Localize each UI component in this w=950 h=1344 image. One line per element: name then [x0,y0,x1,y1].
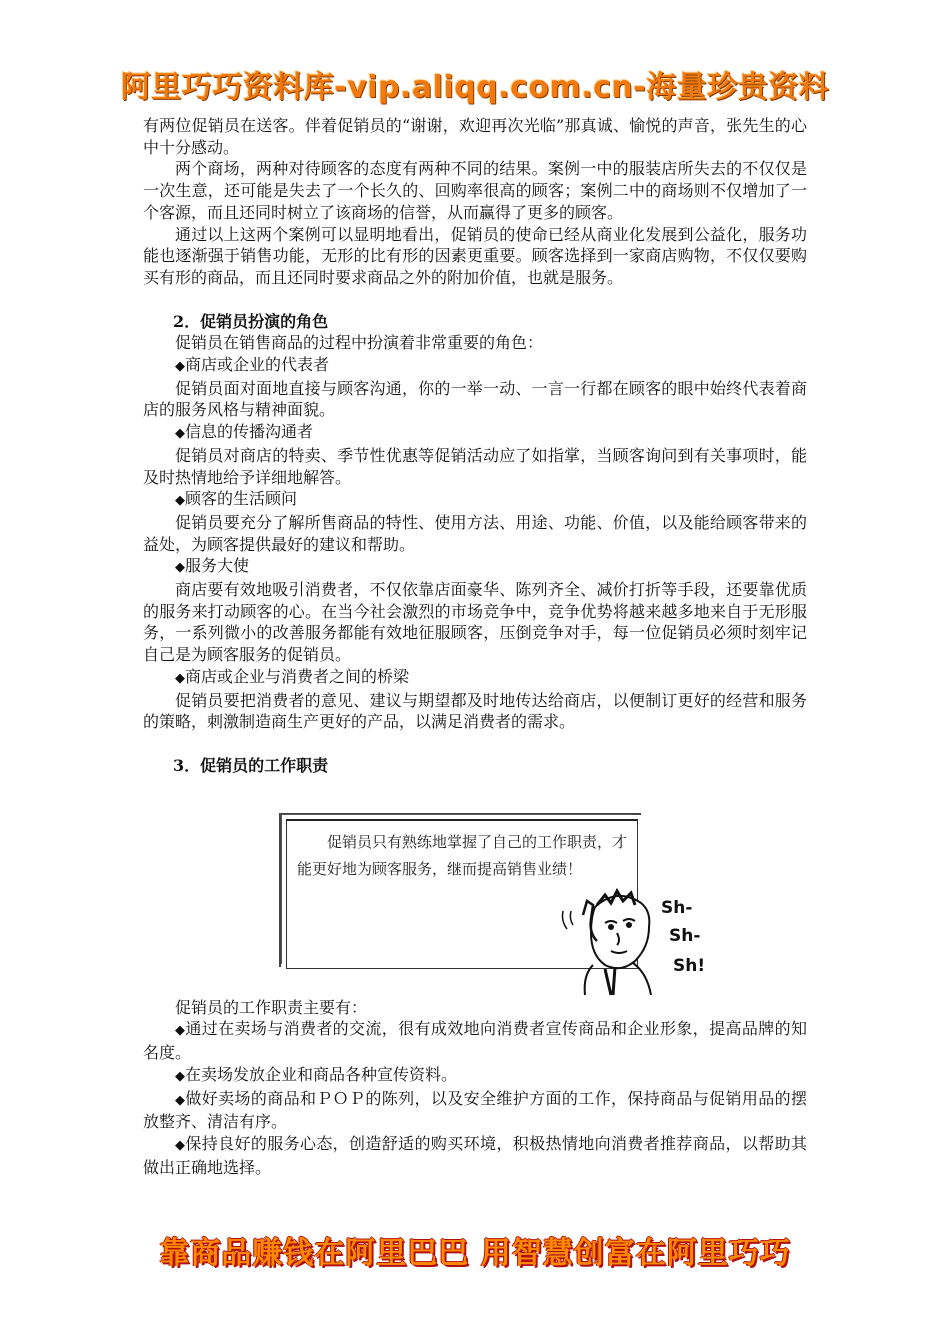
paragraph: 促销员在销售商品的过程中扮演着非常重要的角色： [175,333,544,353]
cartoon-text: Sh- [669,925,701,946]
duty-item: ◆在卖场发放企业和商品各种宣传资料。 [175,1064,458,1084]
paragraph: 促销员面对面地直接与顾客沟通，你的一举一动、一言一行都在顾客的眼中始终代表着商店的服务风格与精神面貌。 [143,378,807,420]
bullet-icon: ◆ [175,493,185,509]
bullet-icon: ◆ [175,426,185,442]
bullet-icon: ◆ [175,1137,186,1153]
role-title: ◆顾客的生活顾问 [175,489,298,509]
cartoon-shushing-man-icon [553,885,723,997]
callout-figure [143,787,807,997]
bullet-icon: ◆ [175,1023,186,1039]
paragraph: 商店要有效地吸引消费者，不仅依靠店面豪华、陈列齐全、减价打折等手段，还要靠优质的服务来打动顾客的心。在当今社会激烈的市场竞争中，竞争优势将越来越多地来自于无形服务，一系列微小的改善服务都能有效地征服顾客，压倒竞争对手，每一位促销员必须时刻牢记自己是为顾客服务的促销员。 [143,580,807,665]
role-title: ◆商店或企业的代表者 [175,355,330,375]
paragraph: 通过以上这两个案例可以显明地看出，促销员的使命已经从商业化发展到公益化，服务功能也逐渐强于销售功能，无形的比有形的因素更重要。顾客选择到一家商店购物，不仅仅要购买有形的商品，而且还同时要求商品之外的附加价值，也就是服务。 [143,224,807,287]
section-heading: 2．促销员扮演的角色 [173,311,329,331]
bullet-icon: ◆ [175,1068,185,1084]
bullet-icon: ◆ [175,359,185,375]
role-title: ◆信息的传播沟通者 [175,422,314,442]
section-heading: 3．促销员的工作职责 [173,755,329,775]
bullet-icon: ◆ [175,560,185,576]
header-banner: 阿里巧巧资料库-vip.aliqq.com.cn-海量珍贵资料 [120,70,830,105]
cartoon-text: Sh! [673,955,706,976]
paragraph: 两个商场，两种对待顾客的态度有两种不同的结果。案例一中的服装店所失去的不仅仅是一次生意，还可能是失去了一个长久的、回购率很高的顾客；案例二中的商场则不仅增加了一个客源，而且还同时树立了该商场的信誉，从而赢得了更多的顾客。 [143,159,807,222]
paragraph: 有两位促销员在送客。伴着促销员的“谢谢，欢迎再次光临”那真诚、愉悦的声音，张先生的心中十分感动。 [143,116,807,157]
paragraph: 促销员的工作职责主要有： [175,997,368,1017]
paragraph: 促销员要充分了解所售商品的特性、使用方法、用途、功能、价值，以及能给顾客带来的益处，为顾客提供最好的建议和帮助。 [143,512,807,554]
bullet-icon: ◆ [175,1092,186,1108]
document-body [143,115,807,1178]
callout-box: 促销员只有熟练地掌握了自己的工作职责，才能更好地为顾客服务，继而提高销售业绩！ [286,819,638,969]
paragraph: 促销员要把消费者的意见、建议与期望都及时地传达给商店，以便制订更好的经营和服务的策略，刺激制造商生产更好的产品，以满足消费者的需求。 [143,690,807,732]
bullet-icon: ◆ [175,670,185,686]
footer-banner: 靠商品赚钱在阿里巴巴 用智慧创富在阿里巧巧 [159,1236,791,1271]
paragraph: 促销员对商店的特卖、季节性优惠等促销活动应了如指掌，当顾客询问到有关事项时，能及时热情地给予详细地解答。 [143,445,807,487]
role-title: ◆商店或企业与消费者之间的桥梁 [175,666,410,686]
duty-item: ◆做好卖场的商品和ＰＯＰ的陈列，以及安全维护方面的工作，保持商品与促销用品的摆放整齐、清洁有序。 [143,1088,807,1132]
role-title: ◆服务大使 [175,556,250,576]
duty-item: ◆通过在卖场与消费者的交流，很有成效地向消费者宣传商品和企业形象，提高品牌的知名度。 [143,1019,807,1063]
cartoon-text: Sh- [661,897,693,918]
duty-item: ◆保持良好的服务心态，创造舒适的购买环境，积极热情地向消费者推荐商品，以帮助其做出正确地选择。 [143,1133,807,1177]
